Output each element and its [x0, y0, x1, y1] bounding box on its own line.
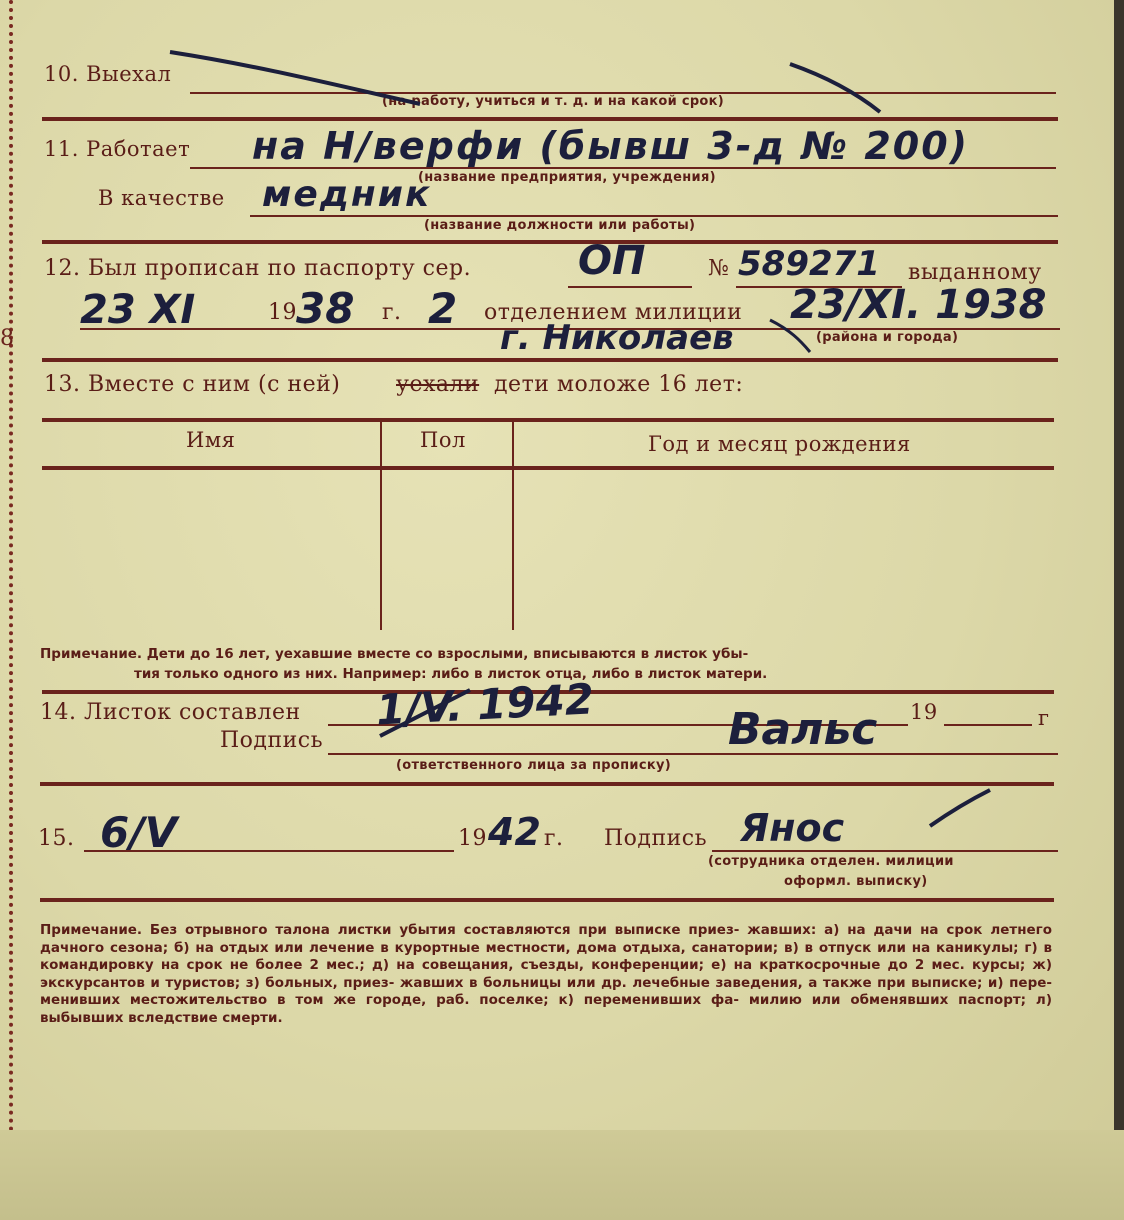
signature-label: Подпись — [220, 728, 324, 753]
margin-mark: 8 — [0, 326, 14, 351]
field-15-hint-1: (сотрудника отделен. милиции — [708, 854, 954, 869]
signature-handwritten: Вальс — [728, 704, 878, 755]
police-dept-label: отделением милиции — [484, 300, 743, 325]
field-12-label: 12. Был прописан по паспорту сер. — [44, 256, 472, 281]
issue-date: 23 XI — [80, 287, 196, 333]
field-15-hint-2: оформл. выписку) — [784, 874, 928, 889]
city-hint: (района и города) — [816, 330, 959, 345]
role-hint: (название должности или работы) — [424, 218, 696, 233]
col-sex-header: Пол — [420, 428, 466, 452]
field-15-g: г. — [544, 826, 564, 851]
field-13-label: 13. Вместе с ним (с ней) — [44, 372, 341, 397]
issue-year-suffix: г. — [382, 300, 402, 325]
issue-year-prefix: 19 — [268, 300, 297, 325]
field-15-sign-label: Подпись — [604, 826, 708, 851]
role-label: В качестве — [98, 186, 225, 210]
col-birth-header: Год и месяц рождения — [648, 432, 911, 456]
field-12-flourish — [770, 320, 810, 352]
field-15-year: 42 — [488, 810, 541, 854]
field-10-crossout-left — [170, 52, 420, 104]
passport-number-label: № — [708, 256, 730, 281]
field-14-label: 14. Листок составлен — [40, 700, 301, 725]
compiled-date: 1/V. 1942 — [374, 674, 596, 735]
issue-city: г. Николаев — [500, 318, 734, 358]
field-15-label: 15. — [38, 826, 75, 851]
field-14-g: г — [1038, 706, 1050, 730]
field-14-year: 19 — [910, 700, 938, 724]
field-14-underline — [380, 690, 470, 736]
field-11-handwritten: на Н/верфи (бывш 3-д № 200) — [252, 124, 970, 168]
field-15-year-prefix: 19 — [458, 826, 487, 851]
issue-year: 38 — [296, 284, 355, 333]
field-13-struck: уехали — [396, 372, 480, 397]
role-handwritten: медник — [262, 174, 432, 215]
field-15-signature: Янос — [740, 806, 845, 850]
col-name-header: Имя — [186, 428, 236, 452]
field-10-crossout-right — [790, 64, 880, 112]
signature-hint: (ответственного лица за прописку) — [396, 758, 671, 773]
field-11-hint: (название предприятия, учреждения) — [418, 170, 716, 185]
police-dept-number: 2 — [428, 284, 458, 333]
note-1-line-2: тия только одного из них. Например: либо в листок отца, либо в листок матери. — [134, 666, 768, 682]
field-11-label: 11. Работает — [44, 137, 191, 161]
field-13-label-b: дети моложе 16 лет: — [494, 372, 744, 397]
field-15-tick — [930, 790, 990, 826]
issue-date-2: 23/XI. 1938 — [790, 282, 1047, 328]
note-2: Примечание. Без отрывного талона листки убытия составляются при выписке приез- жавших: а) на дачи на срок летнего дачного сезона; б) на отдых или лечение в курортные местности, дома отдыха, санатории; в) в отпуск или на каникулы; г) в командировку на срок не более 2 мес.; д) на совещания, съезды, конференции; е) на краткосрочные до 2 мес. курсы; ж) экскурсантов и туристов; з) больных, приез- жавших в больницы или др. лечебные заведения, а также при выписке; и) пере- менивших местожительство в том же городе, раб. поселке; к) переменивших фа- милию или обменявших паспорт; л) выбывших вследствие смерти. — [40, 922, 1052, 1026]
field-10-hint: (на работу, учиться и т. д. и на какой срок) — [382, 94, 725, 109]
passport-number: 589271 — [738, 244, 880, 284]
passport-series: ОП — [578, 238, 646, 284]
discharge-date: 6/V — [100, 808, 178, 857]
note-1-line-1: Примечание. Дети до 16 лет, уехавшие вместе со взрослыми, вписываются в листок убы- — [40, 646, 749, 662]
field-10-label: 10. Выехал — [44, 62, 172, 86]
issued-label: выданному — [908, 260, 1042, 285]
